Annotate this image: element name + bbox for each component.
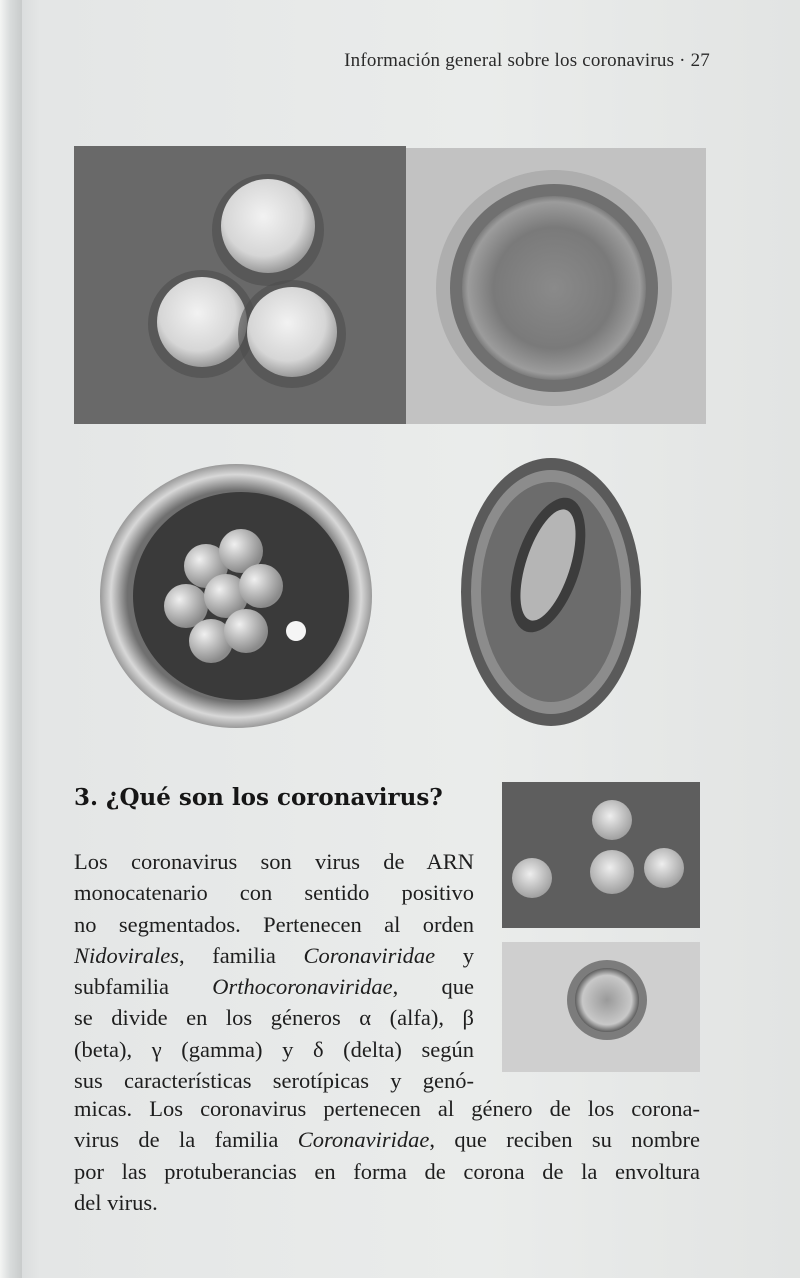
- text-run: por las protuberancias en forma de corona de la envoltura: [74, 1158, 700, 1184]
- text-run: micas. Los coronavirus pertenecen al género de los corona-: [74, 1096, 700, 1121]
- text-run: monocatenario con sentido positivo: [74, 880, 474, 906]
- text-run: , que: [392, 974, 474, 1000]
- text-line: [74, 1124, 700, 1155]
- text-run: del virus.: [74, 1189, 158, 1215]
- illustration-svg: [458, 455, 644, 730]
- text-run: no segmentados. Pertenecen al orden: [74, 911, 474, 937]
- section-title: 3. ¿Qué son los coronavirus?: [74, 784, 443, 811]
- body-paragraph-part-2: [74, 1093, 700, 1218]
- text-line: [74, 1002, 474, 1033]
- text-line: [74, 877, 474, 908]
- text-run: se divide en los géneros α (alfa), β: [74, 1005, 474, 1031]
- italic-term: Nidovirales: [74, 942, 179, 968]
- electron-micrograph-single-particle: [406, 148, 706, 424]
- italic-term: Coronaviridae: [297, 1127, 430, 1153]
- text-line: [74, 971, 474, 1002]
- electron-micrograph-three-particles: [74, 146, 406, 424]
- text-line: [74, 940, 474, 971]
- body-paragraph-part-1: [74, 846, 474, 1096]
- micrograph-svg: [406, 148, 706, 424]
- text-run: y: [435, 942, 474, 968]
- text-line: [74, 1187, 700, 1218]
- text-line: [74, 846, 474, 877]
- micrograph-svg: [502, 782, 700, 928]
- text-run: (beta), γ (gamma) y δ (delta) según: [74, 1036, 474, 1062]
- text-run: sus características serotípicas y genó-: [74, 1068, 474, 1094]
- virus-cross-section-illustration: [96, 456, 386, 731]
- text-run: virus de la familia: [74, 1127, 298, 1153]
- virus-spiked-illustration: [458, 455, 644, 730]
- text-run: , que reciben su nombre: [429, 1127, 700, 1153]
- illustration-svg: [96, 456, 386, 731]
- italic-term: Coronaviridae: [303, 942, 436, 968]
- page-edge: [0, 0, 22, 1278]
- text-line: [74, 909, 474, 940]
- italic-term: Orthocoronaviridae: [212, 974, 393, 1000]
- text-run: , familia: [179, 942, 304, 968]
- electron-micrograph-small-cluster: [502, 782, 700, 928]
- text-line: [74, 1093, 700, 1124]
- text-run: Los coronavirus son virus de ARN: [74, 849, 474, 874]
- electron-micrograph-small-single: [502, 942, 700, 1072]
- micrograph-svg: [74, 146, 406, 424]
- text-run: subfamilia: [74, 974, 213, 1000]
- running-head: Información general sobre los coronavirus · 27: [344, 50, 710, 71]
- text-line: [74, 1034, 474, 1065]
- text-line: [74, 1065, 474, 1096]
- text-line: [74, 1156, 700, 1187]
- micrograph-svg: [502, 942, 700, 1072]
